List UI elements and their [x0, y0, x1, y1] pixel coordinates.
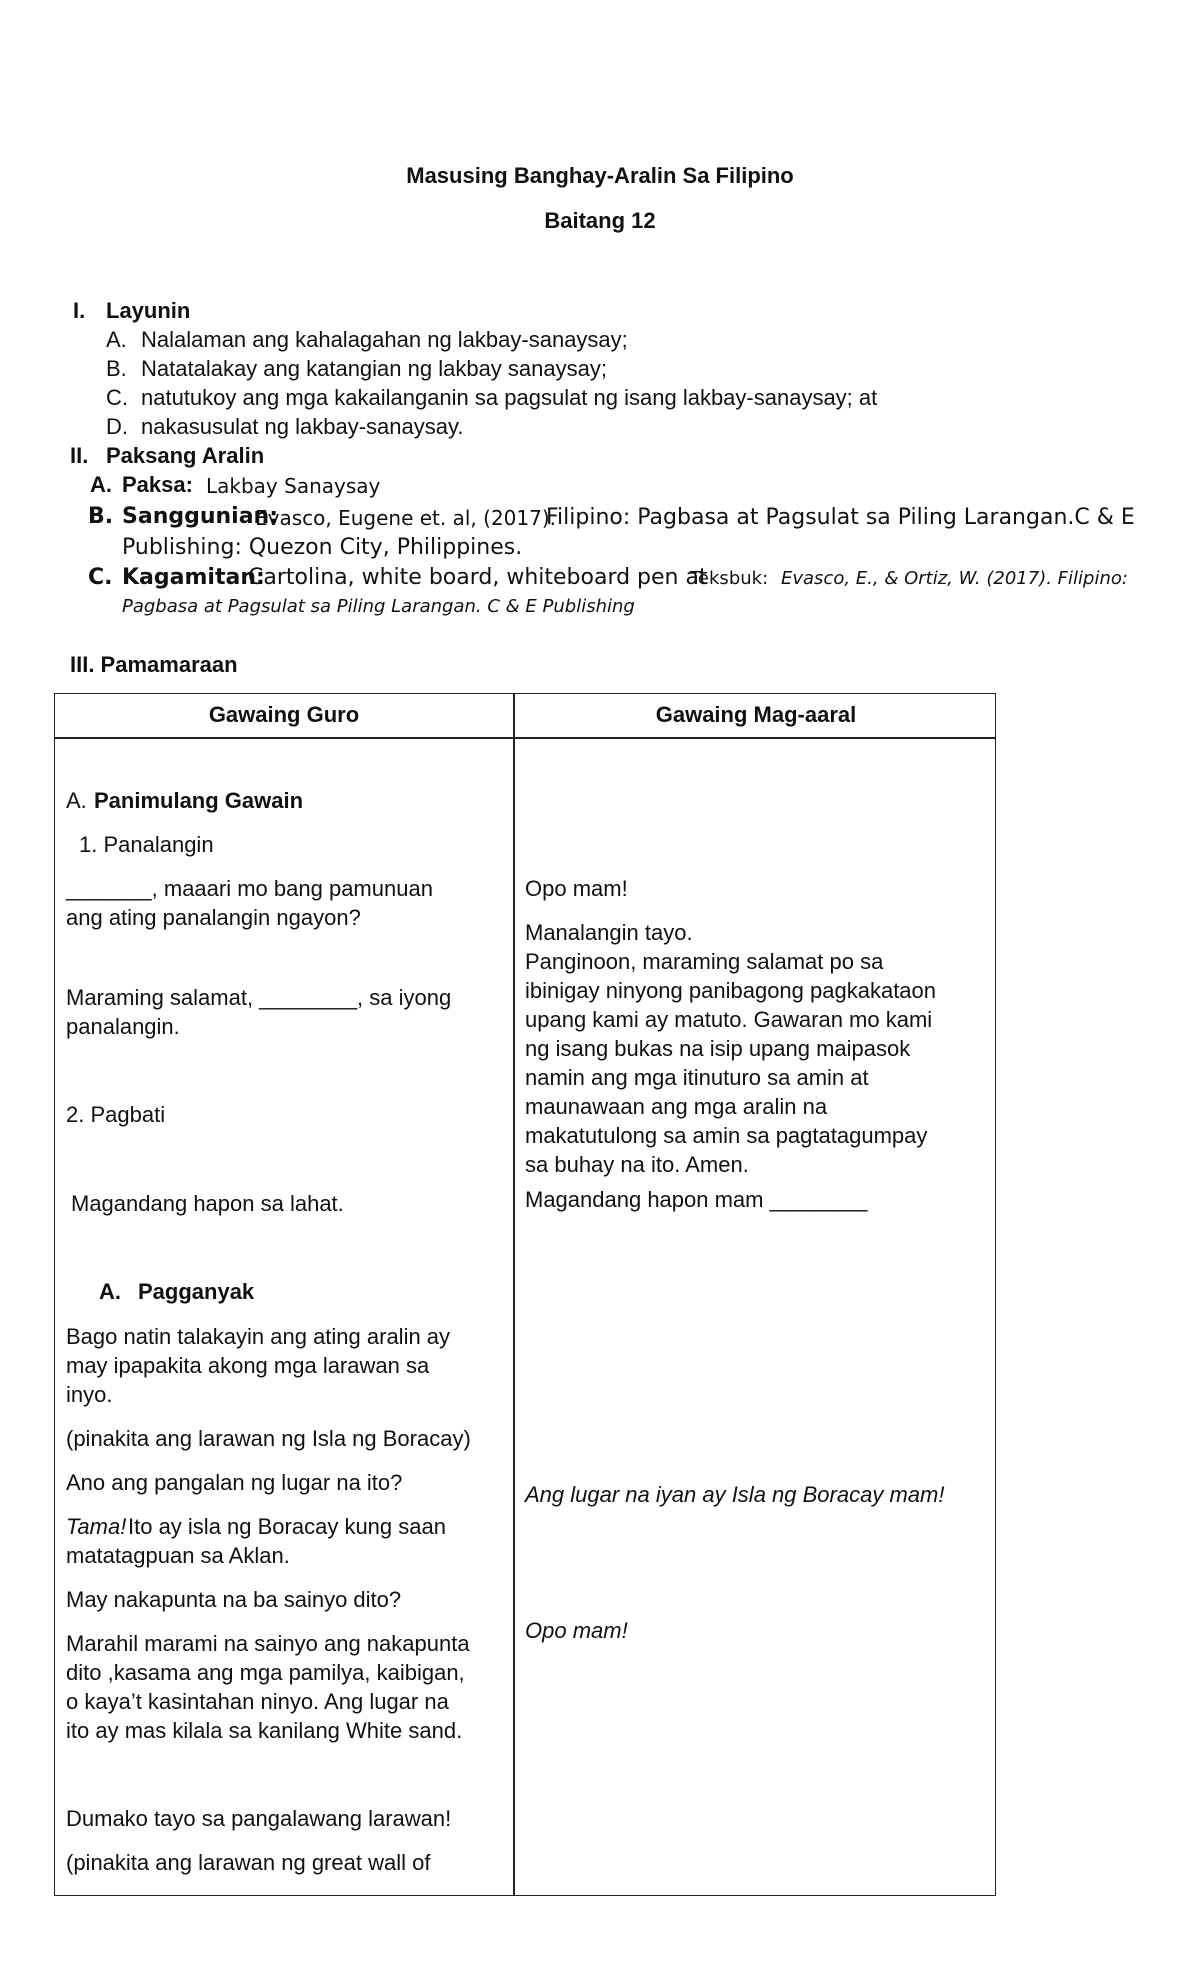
section-2-title: Paksang Aralin	[106, 443, 265, 468]
objective-text: Nalalaman ang kahalagahan ng lakbay-sanaysay;	[141, 327, 628, 352]
teacher-line: (pinakita ang larawan ng great wall of	[66, 1850, 431, 1875]
teacher-line: ito ay mas kilala sa kanilang White sand.	[66, 1718, 463, 1743]
section-1-number: I.	[73, 298, 86, 323]
prayer-line: upang kami ay matuto. Gawaran mo kami	[525, 1007, 933, 1032]
prayer-line: makatutulong sa amin sa pagtatagumpay	[525, 1123, 928, 1148]
kagamitan-letter: C.	[88, 565, 113, 590]
student-line: Manalangin tayo.	[525, 920, 693, 945]
teacher-line: Maraming salamat, ________, sa iyong	[66, 985, 452, 1010]
student-line: Opo mam!	[525, 1618, 628, 1643]
pagbati-step: 2. Pagbati	[66, 1102, 166, 1127]
kagamitan-label: Kagamitan:	[122, 565, 265, 590]
prayer-line: ng isang bukas na isip upang maipasok	[525, 1036, 911, 1061]
paksa-letter: A.	[90, 472, 112, 497]
teacher-line: o kaya’t kasintahan ninyo. Ang lugar na	[66, 1689, 449, 1714]
objective-letter: D.	[106, 414, 128, 439]
paksa-text: Lakbay Sanaysay	[206, 474, 381, 498]
panalangin-step: 1. Panalangin	[79, 832, 214, 857]
panimula-letter: A.	[66, 788, 87, 813]
section-1-title: Layunin	[106, 298, 191, 323]
objective-letter: C.	[106, 385, 128, 410]
teksbuk-ref-cont: Pagbasa at Pagsulat sa Piling Larangan. C & E Publishing	[122, 596, 635, 617]
teacher-line: ang ating panalangin ngayon?	[66, 905, 361, 930]
section-3-title: III. Pamamaraan	[70, 652, 238, 677]
teacher-line: Magandang hapon sa lahat.	[71, 1191, 344, 1216]
objective-text: nakasusulat ng lakbay-sanaysay.	[141, 414, 464, 439]
sanggunian-publisher: Publishing: Quezon City, Philippines.	[122, 535, 523, 560]
teksbuk-label: Teksbuk:	[690, 568, 769, 589]
lesson-procedure-table	[54, 693, 996, 1896]
sanggunian-label: Sanggunian:	[122, 504, 279, 529]
prayer-line: namin ang mga itinuturo sa amin at	[525, 1065, 869, 1090]
prayer-line: ibinigay ninyong panibagong pagkakataon	[525, 978, 937, 1003]
pagganyak-letter: A.	[99, 1279, 121, 1304]
teacher-line: Ito ay isla ng Boracay kung saan	[128, 1514, 446, 1539]
student-line: Magandang hapon mam ________	[525, 1187, 868, 1212]
teacher-line: dito ,kasama ang mga pamilya, kaibigan,	[66, 1660, 465, 1685]
objective-letter: B.	[106, 356, 127, 381]
teacher-line: inyo.	[66, 1382, 113, 1407]
objective-letter: A.	[106, 327, 127, 352]
teacher-line: Marahil marami na sainyo ang nakapunta	[66, 1631, 470, 1656]
document-title: Masusing Banghay-Aralin Sa Filipino	[406, 163, 794, 188]
header-divider	[55, 737, 995, 739]
teacher-line: _______, maaari mo bang pamunuan	[66, 876, 433, 901]
prayer-line: maunawaan ang mga aralin na	[525, 1094, 828, 1119]
teacher-line: matatagpuan sa Aklan.	[66, 1543, 290, 1568]
objective-text: Natatalakay ang katangian ng lakbay sanaysay;	[141, 356, 607, 381]
prayer-line: sa buhay na ito. Amen.	[525, 1152, 749, 1177]
teacher-line: Dumako tayo sa pangalawang larawan!	[66, 1806, 452, 1831]
teacher-column-header: Gawaing Guro	[208, 702, 360, 727]
prayer-line: Panginoon, maraming salamat po sa	[525, 949, 884, 974]
panimula-title: Panimulang Gawain	[94, 788, 304, 813]
teacher-line: May nakapunta na ba sainyo dito?	[66, 1587, 402, 1612]
grade-level: Baitang 12	[544, 208, 656, 233]
sanggunian-author: Evasco, Eugene et. al, (2017).	[255, 506, 556, 530]
kagamitan-text: Cartolina, white board, whiteboard pen at	[248, 565, 708, 590]
student-line: Opo mam!	[525, 876, 628, 901]
teksbuk-ref: Evasco, E., & Ortiz, W. (2017). Filipino:	[781, 568, 1128, 589]
teacher-line: (pinakita ang larawan ng Isla ng Boracay)	[66, 1426, 471, 1451]
sanggunian-book: Filipino: Pagbasa at Pagsulat sa Piling Larangan.C & E	[546, 505, 1135, 530]
objective-text: natutukoy ang mga kakailanganin sa pagsulat ng isang lakbay-sanaysay; at	[141, 385, 878, 410]
sanggunian-letter: B.	[88, 504, 114, 529]
teacher-line: Ano ang pangalan ng lugar na ito?	[66, 1470, 403, 1495]
student-column-header: Gawaing Mag-aaral	[655, 702, 857, 727]
paksa-label: Paksa:	[122, 472, 193, 497]
section-2-number: II.	[70, 443, 89, 468]
column-divider	[513, 694, 515, 1895]
teacher-line: panalangin.	[66, 1014, 180, 1039]
teacher-line: may ipapakita akong mga larawan sa	[66, 1353, 430, 1378]
student-line: Ang lugar na iyan ay Isla ng Boracay mam!	[525, 1482, 945, 1507]
teacher-line: Bago natin talakayin ang ating aralin ay	[66, 1324, 451, 1349]
pagganyak-title: Pagganyak	[138, 1279, 255, 1304]
tama-emphasis: Tama!	[66, 1514, 127, 1539]
